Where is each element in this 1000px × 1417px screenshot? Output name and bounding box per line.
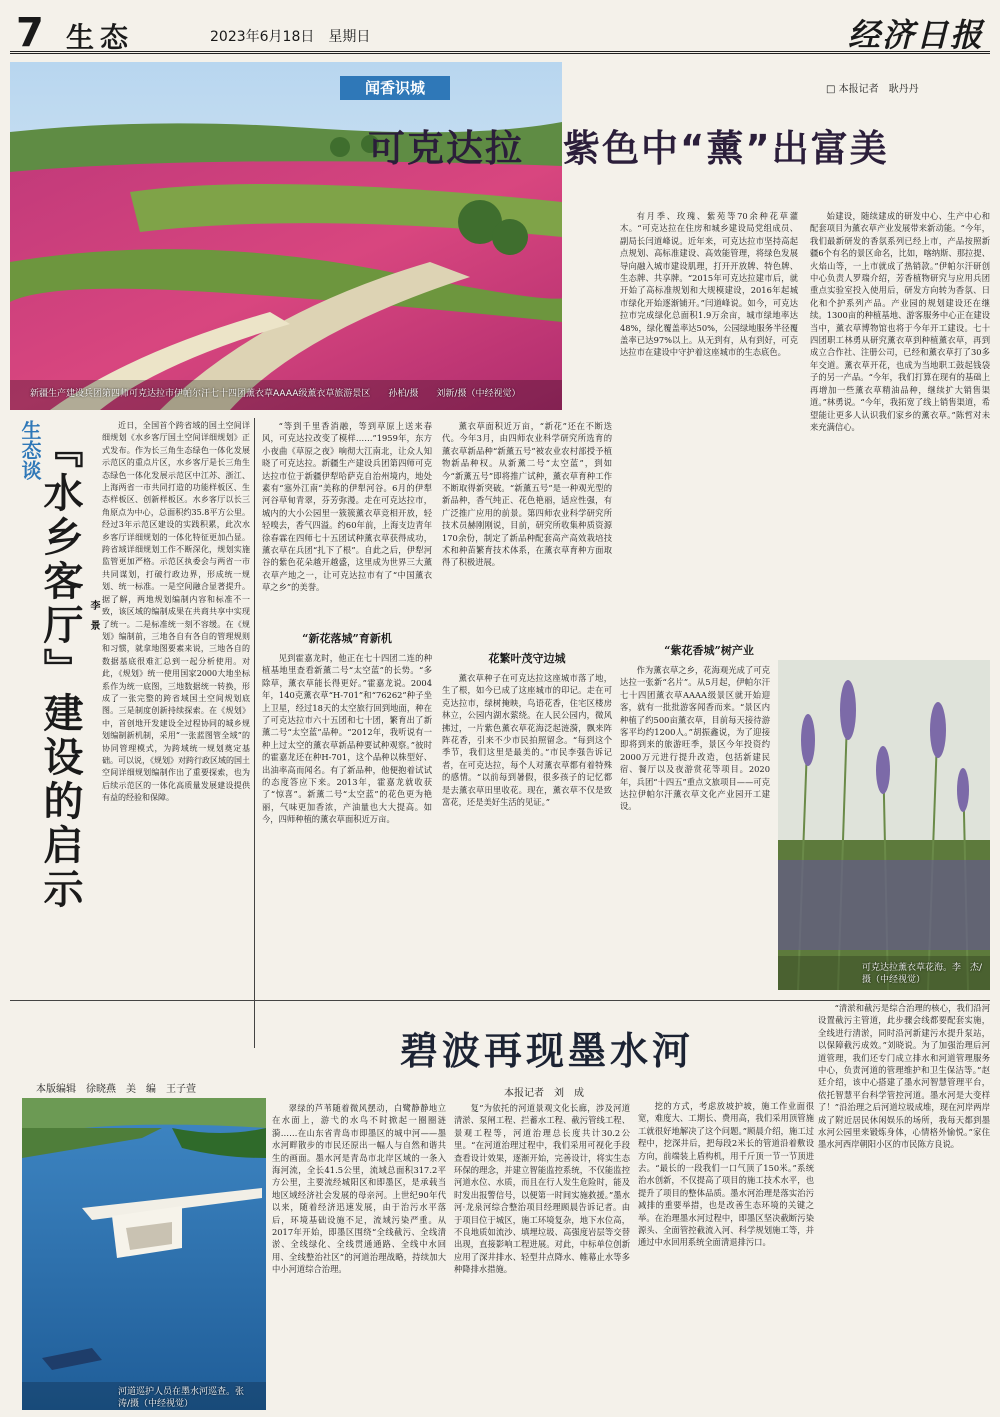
story2-headline: 碧波再现墨水河 [400, 1028, 695, 1073]
lavender-closeup-photo [778, 660, 990, 990]
photo-caption-river: 河道巡护人员在墨水河巡查。张 涛/摄（中经视觉） [118, 1387, 254, 1409]
commentary-tag: 生态谈 [18, 420, 42, 480]
photo-caption-top: 新疆生产建设兵团第四师可克达拉市伊帕尔汗七十四团薰衣草AAAA级薰衣草旅游景区 孙柏/摄 刘新/摄（中经视觉） [30, 389, 521, 399]
side-divider [254, 418, 255, 1048]
story2-paragraph: 复”为依托的河道景观文化长廊，涉及河道清淤、泵闸工程、拦蓄水工程、截污管线工程、景观工程等，河道治理总长度共计30.2公里。“在河道治理过程中，我们采用可视化手段查看设计效果，逐渐开始，完善设计，将实生态环保的理念，并建立智能监控系统，不仅能监控河道水位、水质，而且在行人发生危险时，能及时发出报警信号，以便第一时间实施救援。”墨水河·龙泉河综合整治项目经理顾晨告诉记者。由于项目位于城区，施工环境复杂，地下水位高，不良地质如流沙、填埋垃圾、高强度岩层等交替出现，直接影响工程进展。对此，中标单位创新应用了深井排水、轻型井点降水、帷幕止水等多种降排水措施。 [454, 1103, 630, 1275]
story1-column-3b [620, 664, 770, 990]
story1-column-2 [442, 420, 612, 638]
editor-credits: 本版编辑 徐晓燕 美 编 王子萱 [36, 1084, 196, 1095]
issue-date: 2023年6月18日 星期日 [210, 29, 371, 45]
story1-paragraph: “等到千里香消融，等到草原上送来春风，可克达拉改变了模样……”1959年，东方小夜曲《草原之夜》响彻大江南北，让众人知晓了可克达拉。新疆生产建设兵团第四师可克达拉市位于新疆伊犁哈萨克自治州境内，地处素有“塞外江南”美称的伊犁河谷。6月的伊犁河谷草甸青翠，芬芳弥漫。走在可克达拉市，城内的大小公园里一簇簇薰衣草竞相开放，轻轻嗅去，香气四溢。约60年前，上海支边青年徐春霖在四师七十五团试种薰衣草获得成功，薰衣草在兵团“扎下了根”。自此之后，伊犁河谷的紫色花朵越开越盛，这里成为世界三大薰衣草产地之一，让可克达拉市有了“中国薰衣草之乡”的美誉。 [262, 421, 432, 593]
section-divider [10, 1000, 990, 1001]
commentary-author: 李 景 [88, 600, 99, 630]
commentary-column [102, 420, 250, 1040]
story1-column-4 [810, 210, 990, 660]
story1-subhead-3: “紫花香城”树产业 [664, 644, 754, 657]
story1-paragraph: 见到霍嘉龙时，他正在七十四团二连的种植基地里查看新薰二号“太空蓝”的长势。“多除草，薰衣草能长得更好。”霍嘉龙说。2004年，140克薰衣草“H-701”和“76262”种子坐上卫星，经过18天的太空旅行回到地面，种在了可克达拉市六十五团和七十团，繁育出了新薰二号“太空蓝”品种。“2012年，我听说有一种上过太空的薰衣草新品种要试种观察。”彼时的霍嘉龙还在种H-701，这个品种以株型好、出油率高而闻名。有了新品种，他便抱着试试的态度答应下来。2013年，霍嘉龙就收获了“惊喜”。新薰二号“太空蓝”的花色更为艳丽，气味更加香浓，产油量也大大提高。如今，四师种植的薰衣草面积近万亩。 [262, 653, 432, 825]
page-number: 7 [16, 10, 44, 56]
story2-byline: 本报记者 刘 成 [504, 1088, 584, 1099]
story1-paragraph: 薰衣草种子在可克达拉这座城市落了地，生了根，如今已成了这座城市的印记。走在可克达拉市，绿树掩映，鸟语花香，住宅区楼房林立，公园内湖水萦绕。在人民公园内，微风拂过，一片紫色薰衣草花海泛起涟漪，飘来阵阵花香，引来不少市民拍照留念。“每到这个季节，我们这里是最美的。”市民李强告诉记者，在可克达拉，每个人对薰衣草都有着特殊的感情。“以前每到暑假，很多孩子的记忆都是去薰衣草田里收花。现在，薰衣草不仅是致富花，还是美好生活的见证。” [442, 673, 612, 808]
story1-paragraph: 薰衣草面积近万亩，“新花”还在不断迭代。今年3月，由四师农业科学研究所选育的薰衣草新品种“新薰五号”被农业农村部授予植物新品种权。从新薰二号“太空蓝”，到如今“新薰五号”即将推广试种，薰衣草育种工作不断取得新突破。“新薰五号”是一种观光型的新品种，香气纯正、花色艳丽，适应性强，有广泛推广应用的前景。第四师农业科学研究所技术员赫刚刚说，目前，研究所收集种质资源170余份，制定了新品种配套高产高效栽培技术和种苗繁育技术体系，在薰衣草育种方面取得了积极进展。 [442, 421, 612, 568]
story-kicker: 闻香识城 [340, 76, 450, 100]
newspaper-logo: 经济日报 [847, 16, 984, 54]
story1-paragraph: 作为薰衣草之乡，花海观光成了可克达拉一张新“名片”。从5月起，伊帕尔汗七十四团薰衣草AAAA级景区就开始迎客，就有一批批游客闻香而来。“景区内种植了约500亩薰衣草，目前每天接待游客平均约1200人。”胡振鑫说，为了迎接即将到来的旅游旺季，景区今年投资约2000万元进行提升改造，包括新建民宿、餐厅以及夜游赏花等项目。2020年，兵团“十四五”重点文旅项目——可克达拉伊帕尔汗薰衣草文化产业园开工建设。 [620, 665, 770, 812]
story1-subhead-1: “新花落城”育新机 [302, 632, 392, 645]
story2-column-1 [272, 1102, 446, 1408]
commentary-paragraph: 近日，全国首个跨省域的国土空间详细规划《水乡客厅国土空间详细规划》正式发布。作为长三角生态绿色一体化发展示范区的重点片区，水乡客厅是长三角生态绿色一体化发展示范区中江苏、浙江、上海两省一市共同打造的功能样板区、生态样板区、创新样板区。水乡客厅以长三角原点为中心，总面积约35.8平方公里。经过3年示范区建设的实践积累，此次水乡客厅详细规划的一体化特征更加凸显。跨省域详细规划工作不断深化，规划实施监管更加严格。示范区执委会与两省一市共同谋划，打破行政边界，形成统一规划、统一标准。一是空间融合显著提升。据了解，两地规划编制内容和标准不一致，该区域的编制成果在共商共享中实现了统一。二是标准统一刻不容缓。在《规划》编制前，三地各自有各自的管理规则和习惯，就拿地图要素来说，三地各自的数据基底很难汇总到一起分析使用。对此，《规划》统一使用国家2000大地坐标系作为统一底图，三地数据统一转换，形成了一张完整的跨省域国土空间规划底图。三是制度创新持续探索。在《规划》中，首创地开发建设全过程协同的城乡规划编制新机制，采用“一张蓝图管全域”的协同管理模式，为跨域统一规划奠定基础。可以说，《规划》对跨行政区域的国土空间详细规划编制作出了重要探索，也为后续示范区的一体化高质量发展建设提供有益的经验和保障。 [102, 421, 250, 803]
story1-paragraph: 始建设，随续建成的研发中心、生产中心和配套项目为薰衣草产业发展带来新动能。“今年，我们最新研发的香氛系列已经上市，产品按照新疆6个有名的景区命名，比如，喀纳斯、那拉提、火焰山等，一上市就成了热销款。”伊帕尔汗研创中心负责人罗瑞介绍，芳香植物研究与应用兵团重点实验室投入使用后，研发方向转为香氛、日化和个护系列产品。产业园的规划建设还在继续。1300亩的种植基地、游客服务中心正在建设当中，薰衣草博物馆也将于今年开工建设。七十四团职工林勇从研究薰衣草到种植薰衣草，再到成立合作社、注册公司，已经和薰衣草打了30多年交道。薰衣草开花，也成为当地职工鼓起钱袋子的另一产品。“今年，我们打算在现有的基础上再增加一些薰衣草精油品种，继续扩大销售渠道。”林勇说。“今年，我拓宽了线上销售渠道，希望能让更多人认识我们家乡的薰衣草。”陈哲对未来充满信心。 [810, 211, 990, 432]
story1-paragraph: 有月季、玫瑰、紫苑等70余种花草灌木。“可克达拉在住房和城乡建设局党组成员、副局长闫道峰说。近年来，可克达拉市坚持高起点规划、高标准建设、高效能管理，将绿色发展导向融入城市建设肌理，打开开放牌、特色牌、生态牌、共享牌。“2015年可克达拉建市后，就开始了高标准规划和大规模建设，2016年起城市绿化开始逐渐铺开。”闫道峰说。如今，可克达拉市完成绿化总面积1.9万余亩，城市绿地率达48%，绿化覆盖率达50%，公园绿地服务半径覆盖率已达97%以上。从无到有，从有到好，可克达拉市在建设中守护着这座城市的生态底色。 [620, 211, 798, 358]
section-title: 生态 [66, 21, 135, 54]
story1-byline: □ 本报记者 耿丹丹 [826, 84, 919, 95]
story1-subhead-2: 花繁叶茂守边城 [488, 652, 566, 665]
masthead [10, 6, 990, 54]
story2-column-3 [638, 1100, 814, 1408]
story1-headline: 可克达拉 紫色中“薰”出富美 [368, 127, 889, 170]
story1-column-1b [262, 652, 432, 990]
river-photo [22, 1098, 266, 1410]
story1-column-3 [620, 210, 798, 628]
photo-caption-closeup: 可克达拉薰衣草花海。李 杰/摄（中经视觉） [862, 963, 983, 985]
commentary-headline: 『水乡客厅』建设的启示 [37, 428, 84, 912]
story2-column-2 [454, 1102, 630, 1408]
story2-column-4 [818, 1002, 990, 1408]
story1-column-2b [442, 672, 612, 990]
lavender-field-photo [10, 62, 562, 410]
story1-column-1 [262, 420, 432, 618]
story2-paragraph: 挖的方式，考虑放坡护坡，施工作业面很宽，难度大、工期长、费用高，我们采用顶管施工就很好地解决了这个问题。”顾晨介绍，施工过程中，挖深井后，把每段2米长的管道沿着敷设方向，前端装上盾构机，用千斤顶一节一节顶进去。“最长的一段我们一口气顶了150米。”系统治水创新，不仅提高了项目的施工技术水平，也提升了项目的整体品质。墨水河治理是落实治污减排的重要举措，也是改善生态环境的关键之举。在治理墨水河过程中，即墨区坚决截断污染源头、全面管控截流入河、科学规划施工等，并通过中水回用系统全面清退排污口。 [638, 1101, 814, 1248]
story2-paragraph: “清淤和截污是综合治理的核心，我们沿河设置截污主管道，此步骤会线都要配套实施，全线进行清淤，同时沿河新建污水提升泵站，以保障截污成效。”刘晓说。为了加强治理后河道管理，我们还专门成立排水和河道管理服务中心，负责河道的管理维护和卫生保洁等。”赵廷介绍，该中心搭建了墨水河智慧管理平台，依托智慧平台科学管控河道。墨水河是大变样了！”沿治理之后河道垃圾成堆，现在河岸两岸成了附近居民休闲娱乐的场所，我每天都到墨水河公园里来锻炼身体，心情格外愉悦。”家住墨水河西岸朝阳小区的市民陈方良说。 [818, 1003, 990, 1150]
story2-paragraph: 翠绿的芦苇随着微风摆动，白鹭静静地立在水面上，游弋的水鸟不时掀起一圈圈涟漪……在山东省青岛市即墨区的城中河——墨水河畔散步的市民还原出一幅人与自然和谐共生的画面。墨水河是青岛市北岸区域的一条入海河流，全长41.5公里，流域总面积317.2平方公里，主要流经城阳区和即墨区，是承载当地区域经济社会发展的母亲河。上世纪90年代以来，随着经济迅速发展，由于治污水平落后，环境基础设施不足，流域污染严重。从2017年开始，即墨区围绕“全线截污、全线清淤、全线绿化、全线贯通通路、全线中水回用、全线整治社区”的河道治理战略，持续加大中小河道综合治理。 [272, 1103, 446, 1275]
